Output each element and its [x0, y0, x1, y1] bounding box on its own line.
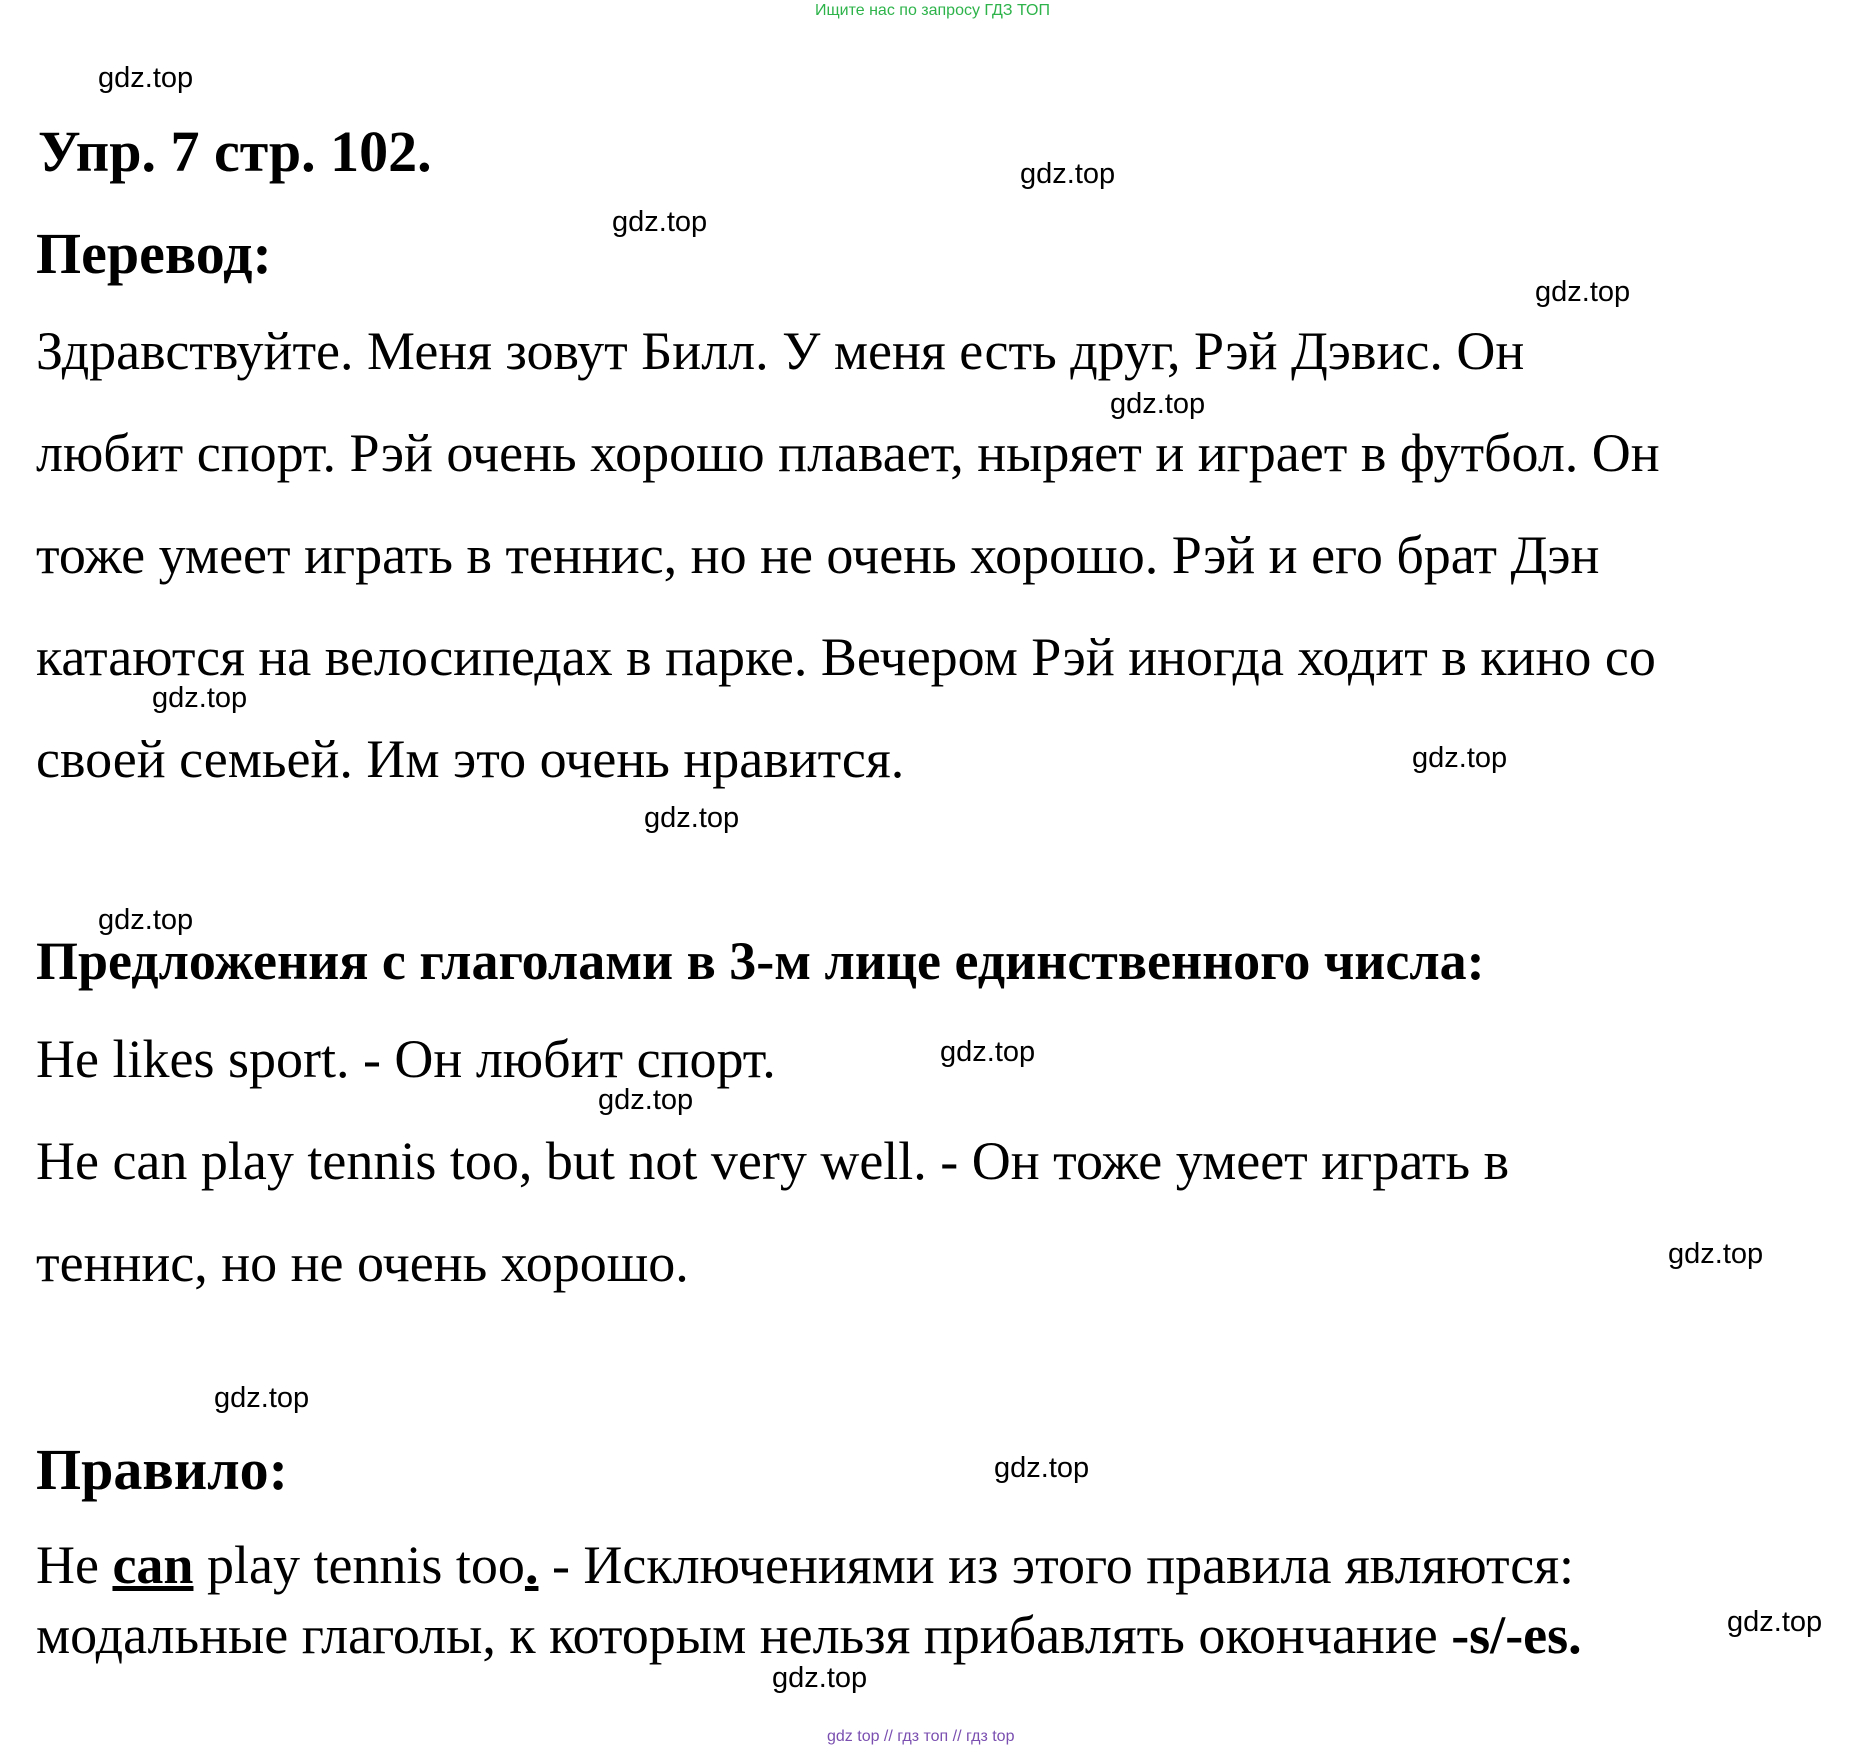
exercise-title: Упр. 7 стр. 102. — [38, 119, 432, 184]
rule-text: модальные глаголы, к которым нельзя прибавлять окончание — [36, 1605, 1452, 1665]
rule-text: play tennis too — [193, 1535, 525, 1595]
watermark: gdz.top — [772, 1662, 868, 1694]
rule-ending: -s/-es. — [1451, 1605, 1582, 1665]
sentence-line: теннис, но не очень хорошо. — [36, 1233, 689, 1293]
rule-modal-verb: can — [112, 1535, 194, 1595]
watermark: gdz.top — [644, 802, 740, 834]
watermark: gdz.top — [1668, 1238, 1764, 1270]
rule-period: . — [524, 1535, 539, 1595]
watermark: gdz.top — [214, 1382, 310, 1414]
sentence-line: He can play tennis too, but not very well. - Он тоже умеет играть в — [36, 1131, 1510, 1191]
watermark: gdz.top — [994, 1452, 1090, 1484]
watermark: gdz.top — [152, 682, 248, 714]
watermark: gdz.top — [1535, 276, 1631, 308]
top-banner: Ищите нас по запросу ГДЗ ТОП — [815, 2, 1050, 19]
watermark: gdz.top — [940, 1036, 1036, 1068]
sentences-heading: Предложения с глаголами в 3-м лице единственного числа: — [36, 931, 1485, 991]
translation-line: своей семьей. Им это очень нравится. — [36, 729, 905, 789]
rule-line-1 — [36, 1534, 1574, 1596]
rule-line-2 — [36, 1604, 1582, 1666]
rule-text: - Исключениями из этого правила являются: — [538, 1535, 1575, 1595]
rule-heading: Правило: — [36, 1437, 288, 1502]
watermark: gdz.top — [598, 1084, 694, 1116]
footer-watermark: gdz top // гдз топ // гдз top — [827, 1728, 1015, 1745]
watermark: gdz.top — [1412, 742, 1508, 774]
watermark: gdz.top — [1110, 388, 1206, 420]
translation-line: любит спорт. Рэй очень хорошо плавает, ныряет и играет в футбол. Он — [36, 423, 1660, 483]
watermark: gdz.top — [98, 904, 194, 936]
sentence-line: He likes sport. - Он любит спорт. — [36, 1029, 776, 1089]
rule-text: He — [36, 1535, 113, 1595]
translation-line: Здравствуйте. Меня зовут Билл. У меня есть друг, Рэй Дэвис. Он — [36, 321, 1525, 381]
watermark: gdz.top — [98, 62, 194, 94]
watermark: gdz.top — [1020, 158, 1116, 190]
translation-line: катаются на велосипедах в парке. Вечером Рэй иногда ходит в кино со — [36, 627, 1656, 687]
translation-line: тоже умеет играть в теннис, но не очень хорошо. Рэй и его брат Дэн — [36, 525, 1600, 585]
translation-heading: Перевод: — [36, 221, 272, 286]
watermark: gdz.top — [612, 206, 708, 238]
watermark: gdz.top — [1727, 1606, 1823, 1638]
